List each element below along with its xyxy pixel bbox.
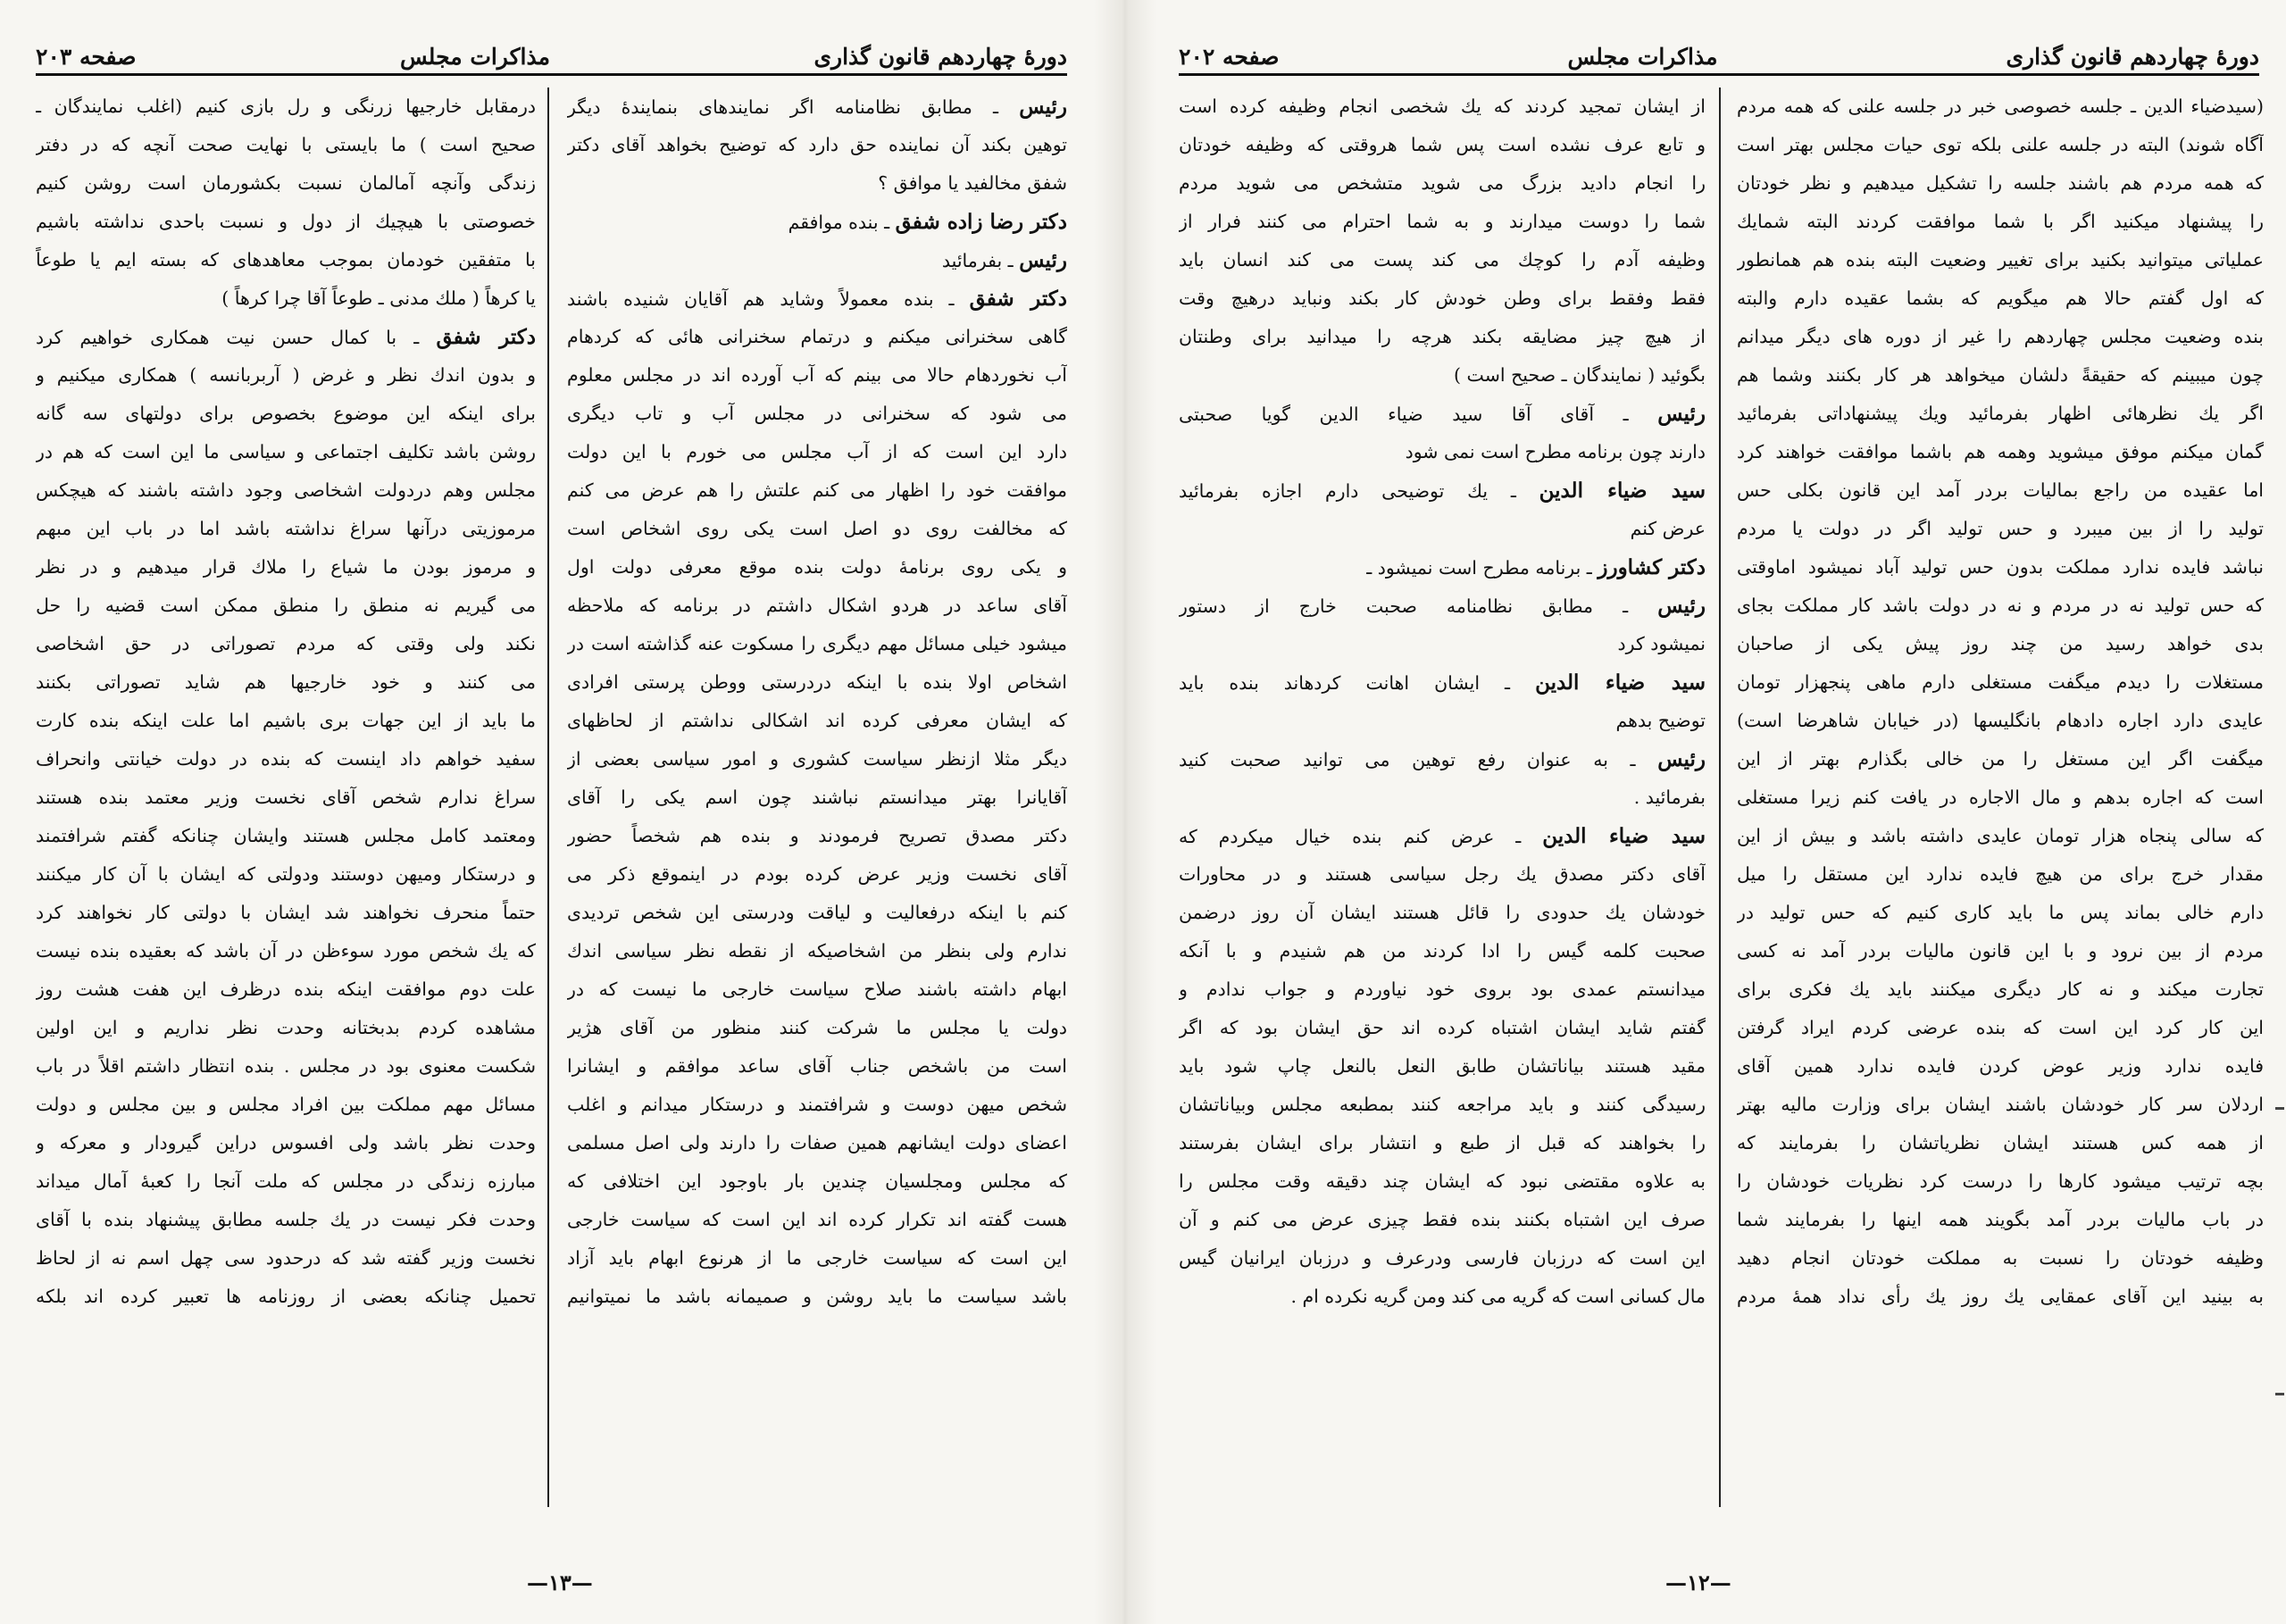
text-line (36, 548, 536, 587)
line-text: عایدی دارد اجاره دادهام بانگلیسها (در خیابان شاهرضا است) (1737, 710, 2264, 731)
text-line (567, 318, 1067, 356)
line-text: فقط وفقط برای وطن خودش کار بکند ونباید درهیچ وقت (1179, 287, 1706, 309)
line-text: می گیریم نه منطق را منطق ممکن است قضیه را حل (36, 595, 536, 616)
line-text: صحیح است ) ما بایستی با نهایت صحت آنچه که در دفتر (36, 134, 536, 155)
line-text: شفق مخالفید یا موافق ؟ (878, 172, 1067, 194)
text-line (1737, 702, 2264, 740)
line-text: مستغلات را دیدم میگفت مستغلی دارم ماهی پنجهزار تومان (1737, 671, 2264, 693)
line-text: گاهی سخنرانی میکنم و درتمام سخنرانی هائی که کردهام (567, 326, 1067, 347)
line-text: وظیفه خودتان را نسبت به مملکت خودتان انجام دهید (1737, 1247, 2264, 1269)
text-line (36, 87, 536, 126)
text-line (1737, 203, 2264, 241)
line-text: عملیاتی میتوانید بکنید برای تغییر وضعیت البته بنده هم همانطور (1737, 249, 2264, 271)
text-line (1179, 1086, 1706, 1124)
line-text: مقدار خرج برای من هیچ فایده ندارد این مستقل را میل (1737, 863, 2264, 885)
line-text: که مجلس ومجلسیان چندین بار باوجود این اختلافی که (567, 1170, 1067, 1192)
line-text: مسائل مهم مملکت بین افراد مجلس و بین مجلس و دولت (36, 1094, 536, 1115)
speaker-line (1179, 663, 1706, 702)
text-line (1179, 932, 1706, 970)
text-line (1737, 471, 2264, 510)
speaker-name: رئیس (1657, 747, 1706, 771)
line-text: که همه مردم هم باشند جلسه را تشکیل میدهیم و نظر خودتان (1737, 172, 2264, 194)
line-text: آقایانرا بهتر میدانستم نباشند چون اسم یکی را آقای (567, 787, 1067, 808)
speaker-name: رئیس (1657, 594, 1706, 618)
speaker-name: دکتر شفق (436, 325, 536, 349)
line-text: خودشان یك حدودی را قائل هستند ایشان آن روز درضمن (1179, 902, 1706, 923)
line-text: که ایشان معرفی کرده اند اشکالی نداشتم از لحاظهای (567, 710, 1067, 731)
text-line (36, 1124, 536, 1162)
text-line (1179, 1278, 1706, 1316)
speaker-line (567, 241, 1067, 279)
line-text: شکست معنوی بود در مجلس . بنده انتظار داشتم اقلاً در باب (36, 1055, 536, 1077)
line-text: که یك شخص مورد سوءظن در آن باشد که بعقیده بنده نیست (36, 940, 536, 962)
text-line (36, 164, 536, 203)
text-line (1737, 663, 2264, 702)
text-line (1737, 1201, 2264, 1239)
text-line (567, 433, 1067, 471)
text-line (36, 395, 536, 433)
line-text: از ایشان تمجید کردند که یك شخصی انجام وظیفه کرده است (1179, 96, 1706, 117)
line-text: وحدت فکر نیست در یك جلسه مطابق پیشنهاد بنده با آقای (36, 1209, 536, 1230)
text-line (36, 510, 536, 548)
line-text: اما عقیده من راجع بمالیات بردر آمد این قانون بکلی حس (1737, 479, 2264, 501)
line-text: سفید خواهم داد اینست که بنده در دولت خیانتی وانحراف (36, 748, 536, 770)
line-text: و تابع عرف نشده است پس شما هروقتی که وظیفه خودتان (1179, 134, 1706, 155)
speaker-name: دکتر شفق (969, 287, 1067, 311)
text-line (567, 1162, 1067, 1201)
line-text: که اول گفتم حالا هم میگویم که بشما عقیده دارم والبته (1737, 287, 2264, 309)
text-line (1737, 1086, 2264, 1124)
line-text: می شود که سخنرانی در مجلس آب و تاب دیگری (567, 403, 1067, 424)
line-text: است من باشخص جناب آقای ساعد موافقم و ایشانرا (567, 1055, 1067, 1077)
line-text: دولت یا مجلس ما شرکت کنند منظور من آقای هژیر (567, 1017, 1067, 1038)
line-text: با متفقین خودمان بموجب معاهدهای که بسته ایم یا طوعاً (36, 249, 536, 271)
line-text: وحدت نظر باشد ولی افسوس دراین گیرودار و معرکه و (36, 1132, 536, 1153)
speaker-line (1179, 817, 1706, 855)
text-line (1179, 1124, 1706, 1162)
line-text: چون میبینم که حقیقةً دلشان میخواهد هر کار بکنند وشما هم (1737, 364, 2264, 386)
speaker-name: رئیس (1019, 95, 1067, 119)
line-text: را پیشنهاد میکنید اگر با شما موافقت کردند البته شمایك (1737, 211, 2264, 232)
line-text: اگر یك نظرهائی اظهار بفرمائید ویك پیشنهاداتی بفرمائید (1737, 403, 2264, 424)
line-text: وظیفه آدم را کوچك می کند پست می کند انسان باید (1179, 249, 1706, 271)
text-line (567, 587, 1067, 625)
line-text: ندارم ولی بنظر من اشخاصیکه از نقطه نظر سیاسی اندك (567, 940, 1067, 962)
line-text: آقای ساعد در هردو اشکال داشتم در برنامه که ملاحظه (567, 595, 1067, 616)
line-text: خصوصتی با هیچیك از دول و نسبت باحدی نداشته باشیم (36, 211, 536, 232)
speaker-name: سید ضیاء الدین (1539, 479, 1706, 503)
line-text: اعضای دولت ایشانهم همین صفات را دارند ولی اصل مسلمی (567, 1132, 1067, 1153)
line-text: هست گفته اند تکرار کرده اند این است که سیاست خارجی (567, 1209, 1067, 1230)
line-text: عرض کنم (1630, 518, 1706, 539)
line-text: نباشد فایده ندارد مملکت بدون حس تولید آباد نمیشود اماوقتی (1737, 556, 2264, 578)
line-text: است که اجاره بدهم و مال الاجاره در یافت کنم زیرا مستغلی (1737, 787, 2264, 808)
text-line (1179, 318, 1706, 356)
binding-gutter (1094, 0, 1156, 1624)
text-line (1737, 1278, 2264, 1316)
line-text: ـ عرض کنم بنده خیال میکردم که (1179, 826, 1522, 847)
text-line (36, 203, 536, 241)
column-rule (1719, 87, 1721, 1507)
speaker-line (1179, 740, 1706, 779)
text-line (567, 663, 1067, 702)
line-text: تولید را از بین میبرد و حس تولید اگر در دولت یا مردم (1737, 518, 2264, 539)
text-line (567, 970, 1067, 1009)
text-line (36, 1047, 536, 1086)
line-text: آب نخوردهام حالا می بینم که آب آورده اند در مجلس معلوم (567, 364, 1067, 386)
text-line (1179, 433, 1706, 471)
line-text: که مخالفت روی دو اصل است یکی روی اشخاص است (567, 518, 1067, 539)
line-text: ـ بنده موافقم (788, 212, 890, 233)
page-number: صفحه ۲۰۳ (36, 44, 137, 70)
line-text: بچه ترتیب میشود کارها را درست کرد نظریات خودشان را (1737, 1170, 2264, 1192)
line-text: ـ یك توضیحی دارم اجازه بفرمائید (1179, 480, 1516, 502)
text-line (567, 548, 1067, 587)
text-line (1179, 855, 1706, 894)
text-line (567, 779, 1067, 817)
text-line (567, 1086, 1067, 1124)
text-line (1737, 970, 2264, 1009)
text-line (1179, 356, 1706, 395)
text-line (567, 164, 1067, 203)
line-text: ـ مطابق نظامنامه اگر نمایندهای بنمایندهٔ دیگر (567, 96, 999, 118)
line-text: مشاهده کردم بدبختانه وحدت نظر نداریم و این اولین (36, 1017, 536, 1038)
line-text: و بدون اندك نظر و غرض ( آربربانسه ) همکاری میکنیم و (36, 364, 536, 386)
line-text: نمیشود کرد (1617, 633, 1706, 654)
text-line (1179, 279, 1706, 318)
line-text: ابهام داشته باشند صلاح سیاست خارجی ما نیست که در (567, 979, 1067, 1000)
line-text: آگاه شوند) البته در جلسه علنی بلکه توی حیات مجلس بهتر است (1737, 134, 2264, 155)
text-line (1737, 126, 2264, 164)
text-line (1737, 779, 2264, 817)
text-line (1737, 433, 2264, 471)
text-line (36, 241, 536, 279)
text-line (567, 395, 1067, 433)
text-line (1737, 1239, 2264, 1278)
speaker-name: سید ضیاء الدین (1542, 824, 1706, 848)
line-text: را بخواهند که قبل از طبع و انتشار برای ایشان بفرستند (1179, 1132, 1706, 1153)
text-line (1179, 779, 1706, 817)
text-column-right (1737, 87, 2264, 1516)
line-text: دارم خالی بماند پس ما باید کاری کنیم که حس تولید در (1737, 902, 2264, 923)
line-text: (سیدضیاء الدین ـ جلسه خصوصی خبر در جلسه علنی که همه مردم (1737, 96, 2264, 117)
line-text: بفرمائید . (1633, 787, 1706, 808)
text-line (1737, 241, 2264, 279)
line-text: میدانستم عمدی بود بروی خود نیاوردم و جواب ندادم و (1179, 979, 1706, 1000)
line-text: این است که درزبان فارسی ودرعرف و درزبان ایرانیان گیس (1179, 1247, 1706, 1269)
text-line (36, 932, 536, 970)
text-line (36, 1239, 536, 1278)
speaker-line (1179, 548, 1706, 587)
line-text: ـ ایشان اهانت کردهاند بنده باید (1179, 672, 1511, 694)
text-line (36, 740, 536, 779)
speaker-line (1179, 471, 1706, 510)
journal-title: دورهٔ چهاردهم قانون گذاری (813, 44, 1067, 70)
text-line (1737, 87, 2264, 126)
line-text: علت دوم موافقت اینکه بنده درظرف این هفت هشت روز (36, 979, 536, 1000)
line-text: آقای نخست وزیر عرض کرده بودم در اینموقع ذکر می (567, 863, 1067, 885)
text-line (1737, 356, 2264, 395)
speaker-name: سید ضیاء الدین (1535, 670, 1706, 695)
folio-number: —۱۲— (1665, 1570, 1731, 1595)
line-text: نکند ولی وقتی که مردم تصوراتی در حق اشخاصی (36, 633, 536, 654)
line-text: مرموزیتی درآنها سراغ نداشته باشد اما در باب این مبهم (36, 518, 536, 539)
line-text: شخص میهن دوست و شرافتمند و درستکار میدانم و اغلب (567, 1094, 1067, 1115)
text-line (567, 817, 1067, 855)
text-line (1737, 855, 2264, 894)
line-text: توهین بکند آن نماینده حق دارد که توضیح بخواهد آقای دکتر (567, 134, 1067, 155)
line-text: مال کسانی است که گریه می کند ومن گریه نکرده ام . (1290, 1286, 1706, 1307)
line-text: ومعتمد کامل مجلس هستند وایشان چنانکه گفتم شرافتمند (36, 825, 536, 846)
line-text: ـ مطابق نظامنامه صحبت خارج از دستور (1179, 595, 1629, 617)
line-text: کنم با اینکه درفعالیت و لیاقت ودرستی این شخص تردیدی (567, 902, 1067, 923)
text-line (1179, 1239, 1706, 1278)
line-text: می کنند و خود خارجیها هم شاید تصوراتی بکنند (36, 671, 536, 693)
text-line (36, 1086, 536, 1124)
line-text: ما باید از این جهات بری باشیم اما علت اینکه بنده کارت (36, 710, 536, 731)
text-line (567, 894, 1067, 932)
speaker-name: رئیس (1019, 248, 1067, 272)
page-header (36, 27, 1067, 70)
line-text: باشد سیاست ما باید روشن و صمیمانه باشد ما نمیتوانیم (567, 1286, 1067, 1307)
speaker-line (567, 279, 1067, 318)
line-text: صرف این اشتباه بکنند بنده فقط چیزی عرض می کنم و آن (1179, 1209, 1706, 1230)
line-text: و درستکار ومیهن دوستند ودولتی که ایشان با آن کار میکنند (36, 863, 536, 885)
text-line (567, 1124, 1067, 1162)
line-text: تجارت میکند و نه کار دیگری میکنند باید یك فکری برای (1737, 979, 2264, 1000)
line-text: میگفت اگر این مستغل را من خالی بگذارم بهتر از این (1737, 748, 2264, 770)
text-line (567, 126, 1067, 164)
page-203 (18, 0, 1085, 1624)
line-text: در باب مالیات بردر آمد بگویند همه اینها را بفرمایند شما (1737, 1209, 2264, 1230)
text-line (567, 932, 1067, 970)
section-title: مذاکرات مجلس (1567, 44, 1718, 70)
line-text: دارد این است که از آب مجلس می خورم با این دولت (567, 441, 1067, 462)
line-text: ـ آقای آقا سید ضیاء الدین گویا صحبتی (1179, 404, 1629, 425)
text-line (567, 1201, 1067, 1239)
text-line (1179, 126, 1706, 164)
text-line (1737, 164, 2264, 203)
text-line (1737, 625, 2264, 663)
line-text: رسیدگی کنند و باید مراجعه کنند بمطبعه مجلس وبیاناتشان (1179, 1094, 1706, 1115)
text-line (567, 1009, 1067, 1047)
line-text: درمقابل خارجیها زرنگی و رل بازی کنیم (اغلب نمایندگان ـ (36, 96, 536, 117)
header-rule (1179, 73, 2259, 76)
text-line (1737, 279, 2264, 318)
text-line (36, 1009, 536, 1047)
text-line (36, 702, 536, 740)
text-line (36, 970, 536, 1009)
scan-edge-mark (2275, 1107, 2284, 1110)
line-text: بدی خواهد رسید من چند روز پیش یکی از صاحبان (1737, 633, 2264, 654)
speaker-name: دکتر کشاورز (1598, 555, 1706, 579)
text-line (1179, 702, 1706, 740)
text-line (36, 1162, 536, 1201)
line-text: آقای دکتر مصدق یك رجل سیاسی هستند و در محاورات (1179, 863, 1706, 885)
line-text: از همه کس هستند ایشان نظریاتشان را بفرمایند که (1737, 1132, 2264, 1153)
text-line (1179, 510, 1706, 548)
text-line (1179, 1162, 1706, 1201)
speaker-name: دکتر رضا زاده شفق (895, 210, 1067, 234)
line-text: دارند چون برنامه مطرح است نمی شود (1405, 441, 1706, 462)
text-line (567, 1278, 1067, 1316)
text-line (1179, 1047, 1706, 1086)
text-line (36, 1201, 536, 1239)
column-rule (547, 87, 549, 1507)
text-line (1737, 894, 2264, 932)
speaker-line (1179, 587, 1706, 625)
line-text: موافقت خود را اظهار می کنم علتش را هم عرض می کنم (567, 479, 1067, 501)
text-line (567, 740, 1067, 779)
line-text: شما را دوست میدارند و به شما احترام می کنند فرار از (1179, 211, 1706, 232)
line-text: گمان میکنم موفق میشوید وهمه هم باشما موافقت خواهند کرد (1737, 441, 2264, 462)
line-text: را انجام دادید بزرگ می شوید متشخص می شوید مردم (1179, 172, 1706, 194)
text-line (1179, 625, 1706, 663)
line-text: فایده ندارد وزیر عوض کردن فایده ندارد همین آقای (1737, 1055, 2264, 1077)
text-line (567, 625, 1067, 663)
text-line (1737, 1162, 2264, 1201)
line-text: و یکی روی برنامهٔ دولت بنده موقع معرفی دولت اول (567, 556, 1067, 578)
text-line (1179, 1009, 1706, 1047)
line-text: روشن باشد تکلیف اجتماعی و سیاسی ما این است که هم در (36, 441, 536, 462)
text-column-right (567, 87, 1067, 1516)
text-line (36, 625, 536, 663)
text-line (1737, 548, 2264, 587)
text-line (36, 855, 536, 894)
text-line (567, 1047, 1067, 1086)
text-column-left (1179, 87, 1706, 1516)
text-line (567, 1239, 1067, 1278)
line-text: دیگر مثلا ازنظر سیاست کشوری و امور سیاسی بعضی از (567, 748, 1067, 770)
line-text: برای اینکه این موضوع بخصوص برای دولتهای سه گانه (36, 403, 536, 424)
line-text: به بینید این آقای عمقایی یك روز یك رأی نداد همهٔ مردم (1737, 1286, 2264, 1307)
text-line (36, 279, 536, 318)
speaker-line (567, 203, 1067, 241)
text-line (1737, 318, 2264, 356)
header-rule (36, 73, 1067, 76)
text-line (1737, 510, 2264, 548)
speaker-line (1179, 395, 1706, 433)
text-line (1737, 1047, 2264, 1086)
line-text: و مرموز بودن ما شیاع را ملاك قرار میدهیم و در نظر (36, 556, 536, 578)
page-202 (1161, 0, 2277, 1624)
text-line (1737, 1009, 2264, 1047)
text-line (1179, 241, 1706, 279)
speaker-line (36, 318, 536, 356)
line-text: سراغ ندارم شخص آقای نخست وزیر معتمد بنده هستند (36, 787, 536, 808)
line-text: ـ بنده معمولاً وشاید هم آقایان شنیده باشند (567, 288, 955, 310)
text-line (1179, 203, 1706, 241)
line-text: ـ به عنوان رفع توهین می توانید صحبت کنید (1179, 749, 1636, 770)
line-text: نخست وزیر گفته شد که درحدود سی چهل اسم نه از لحاظ (36, 1247, 536, 1269)
line-text: ـ بفرمائید (941, 250, 1014, 271)
text-line (1179, 894, 1706, 932)
page-number: صفحه ۲۰۲ (1179, 44, 1280, 70)
text-line (36, 356, 536, 395)
text-line (36, 433, 536, 471)
text-line (36, 1278, 536, 1316)
line-text: تحمیل چنانکه بعضی از روزنامه ها تعبیر کرده اند بلکه (36, 1286, 536, 1307)
journal-title: دورهٔ چهاردهم قانون گذاری (2006, 44, 2259, 70)
line-text: که سالی پنجاه هزار تومان عایدی داشته باشد و بیش از این (1737, 825, 2264, 846)
text-line (36, 663, 536, 702)
text-line (1737, 817, 2264, 855)
text-line (1737, 395, 2264, 433)
text-line (1179, 164, 1706, 203)
folio-number: —۱۳— (527, 1570, 593, 1595)
line-text: بنده وضعیت مجلس چهاردهم را غیر از دوره های دیگر میدانم (1737, 326, 2264, 347)
scan-edge-mark (2275, 1393, 2284, 1395)
page-header (1179, 27, 2259, 70)
line-text: این است که سیاست خارجی ما از هرنوع ابهام باید آزاد (567, 1247, 1067, 1269)
line-text: به علاوه مقتضی نبود که ایشان چند دقیقه وقت مجلس را (1179, 1170, 1706, 1192)
speaker-name: رئیس (1657, 402, 1706, 426)
text-line (1737, 587, 2264, 625)
text-line (1737, 932, 2264, 970)
line-text: زندگی وآنچه آمالمان نسبت بکشورمان است روشن کنیم (36, 172, 536, 194)
line-text: مبارزه زندگی در مجلس که ملت آنجا را کعبهٔ آمال میداند (36, 1170, 536, 1192)
text-line (1179, 87, 1706, 126)
line-text: اردلان سر کار خودشان باشند ایشان برای وزارت مالیه بهتر (1737, 1094, 2264, 1115)
text-line (567, 471, 1067, 510)
line-text: این کار کرد این است که بنده عرضی کردم ایراد گرفتن (1737, 1017, 2264, 1038)
line-text: اشخاص اولا بنده با اینکه دردرستی ووطن پرستی افرادی (567, 671, 1067, 693)
text-line (36, 779, 536, 817)
line-text: از هیچ چیز مضایقه بکند هرچه را میدانید برای وطنتان (1179, 326, 1706, 347)
line-text: گفتم شاید ایشان اشتباه کرده اند حق ایشان بود که اگر (1179, 1017, 1706, 1038)
text-line (1737, 1124, 2264, 1162)
line-text: میشود خیلی مسائل مهم دیگری را مسکوت عنه گذاشته است در (567, 633, 1067, 654)
text-column-left (36, 87, 536, 1516)
text-line (1179, 970, 1706, 1009)
line-text: بگوئید ( نمایندگان ـ صحیح است ) (1454, 364, 1706, 386)
section-title: مذاکرات مجلس (399, 44, 550, 70)
line-text: یا کرهاً ( ملك مدنی ـ طوعاً آقا چرا کرهاً ) (221, 287, 536, 309)
text-line (36, 126, 536, 164)
text-line (36, 587, 536, 625)
line-text: توضیح بدهم (1615, 710, 1706, 731)
line-text: حتماً منحرف نخواهند شد ایشان با دولتی کار نخواهند کرد (36, 902, 536, 923)
text-line (567, 855, 1067, 894)
line-text: مقید هستند بیاناتشان طابق النعل بالنعل چاپ شود باید (1179, 1055, 1706, 1077)
line-text: مجلس وهم دردولت اشخاصی وجود داشته باشند که هیچکس (36, 479, 536, 501)
text-line (1737, 740, 2264, 779)
line-text: مردم از بین نرود و با این قانون مالیات بردر آمد نه کسی (1737, 940, 2264, 962)
text-line (567, 702, 1067, 740)
text-line (567, 356, 1067, 395)
line-text: دکتر مصدق تصریح فرمودند و بنده هم شخصاً حضور (567, 825, 1067, 846)
text-line (567, 510, 1067, 548)
text-line (36, 817, 536, 855)
line-text: صحبت کلمه گیس را ادا کردند من هم شنیدم و با آنکه (1179, 940, 1706, 962)
line-text: ـ برنامه مطرح است نمیشود ـ (1366, 557, 1592, 579)
text-line (36, 894, 536, 932)
line-text: ـ با کمال حسن نیت همکاری خواهیم کرد (36, 327, 420, 348)
text-line (1179, 1201, 1706, 1239)
line-text: که حس تولید نه در مردم و نه در دولت باشد کار مملکت بجای (1737, 595, 2264, 616)
speaker-line (567, 87, 1067, 126)
text-line (36, 471, 536, 510)
